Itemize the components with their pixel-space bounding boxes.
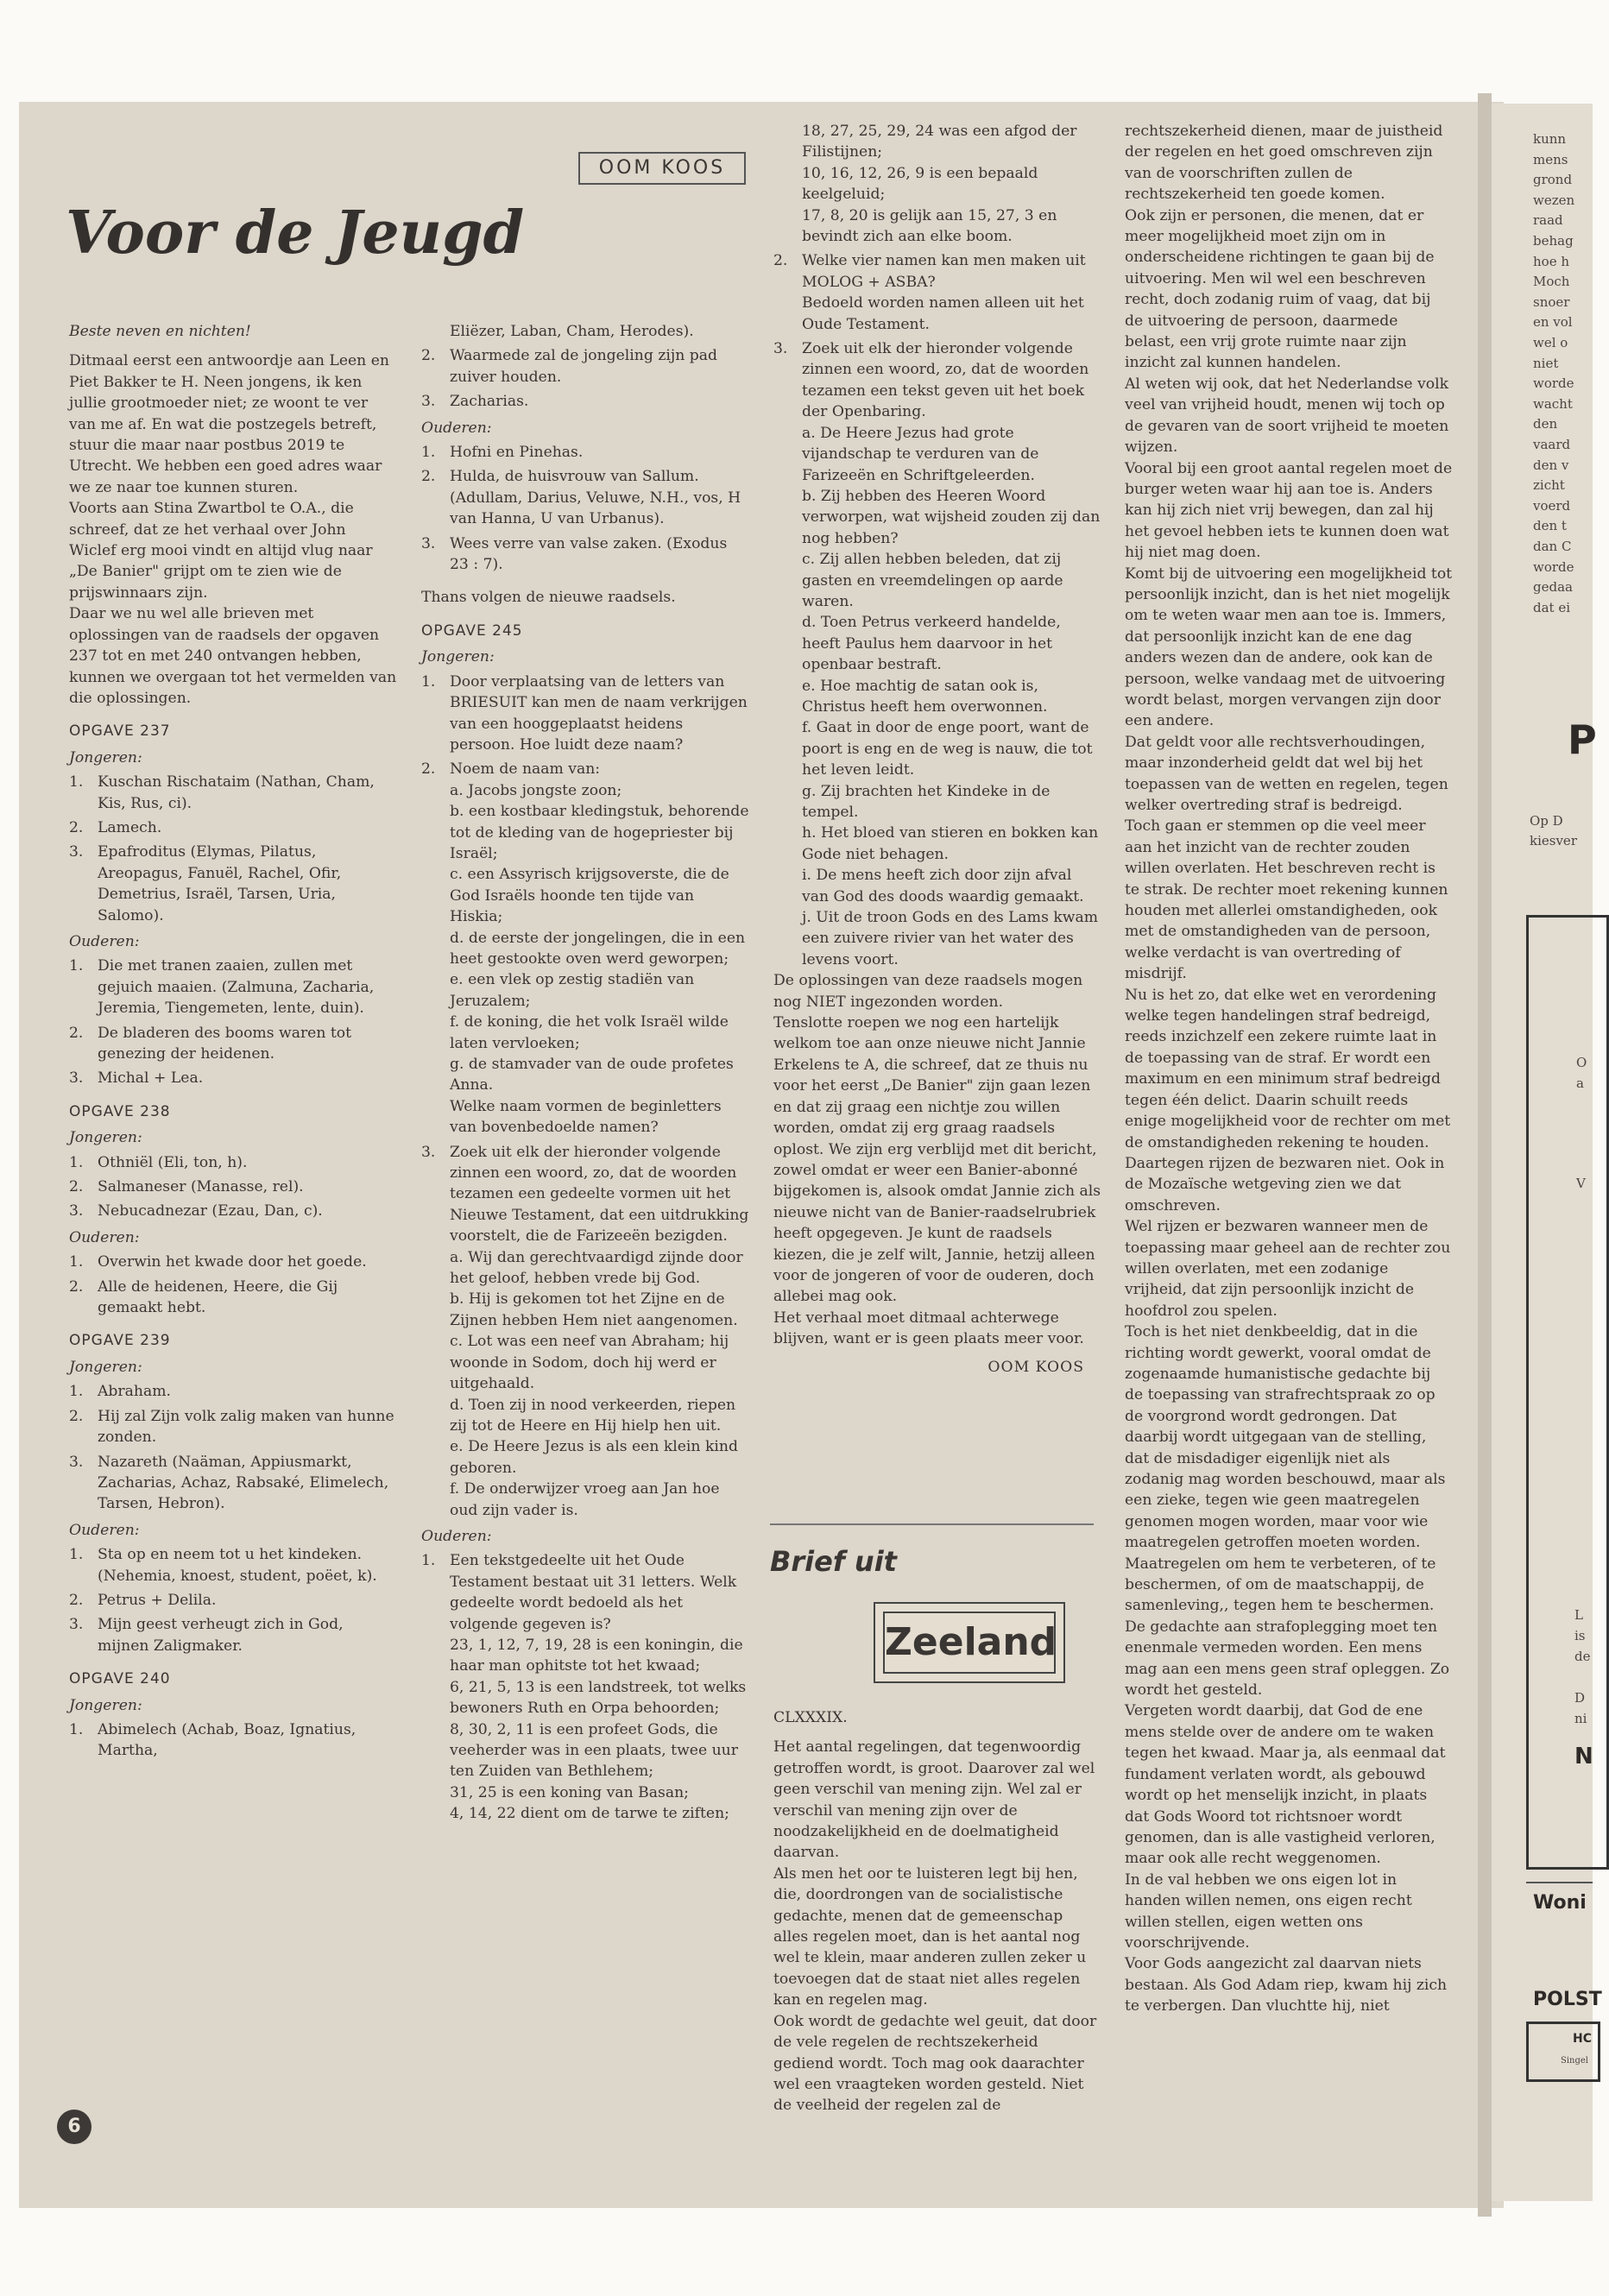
page-title: Voor de Jeugd [66,199,525,268]
column-4 [1125,121,1453,2017]
fragment-heading-p: P [1568,716,1597,763]
fragment-line: den v [1533,457,1569,473]
sub-item: 10, 16, 12, 26, 9 is een bepaald keelgeluid; [802,164,1038,204]
fragment-heading-polst: POLST [1533,1989,1602,2010]
sub-item: g. de stamvader van de oude profetes Anna. [450,1056,734,1094]
zeeland-box [874,1602,1065,1683]
paragraph: Als men het oor te luisteren legt bij hen, die, doordrongen van de socialistische gedachte, menen dat de gemeenschap alles regelen moet, dan is het aantal nog wel te klein, maar anderen zullen zeker u toevoegen dat de staat niet alles regelen kan en regelen mag. [773,1864,1087,2009]
list-item: 3. Wees verre van valse zaken. (Exodus 23 : 7). [421,534,728,574]
list-item: 2. Noem de naam van: [421,760,601,779]
paragraph: Al weten wij ook, dat het Nederlandse volk veel van vrijheid houdt, menen wij toch op de gevaren van de soort vrijheid te moeten wijzen. [1125,375,1449,457]
column-1 [69,321,397,1762]
sub-item: a. Wij dan gerechtvaardigd zijnde door het geloof, hebben vrede bij God. [450,1248,743,1288]
sub-item: e. Hoe machtig de satan ook is, Christus heeft hem overwonnen. [802,677,1048,716]
paragraph: In de val hebben we ons eigen lot in handen willen nemen, ons eigen recht willen stellen, eigen wetten ons voorschrijvende. [1125,1870,1412,1952]
subheading: Ouderen: [69,1521,140,1539]
fragment-line: worde [1533,558,1574,575]
sub-item: b. Hij is gekomen tot het Zijne en de Zijnen hebben Hem niet aangenomen. [450,1290,738,1329]
fragment-line: vaard [1533,437,1571,452]
list-item: 3. Epafroditus (Elymas, Pilatus, Areopagus, Fanuël, Rachel, Ofir, Demetrius, Israël, Tarsen, Uria, Salomo). [69,843,342,924]
list-item: 3. Michal + Lea. [69,1069,204,1088]
signature: OOM KOOS [987,1358,1084,1376]
fragment-heading-woni: Woni [1533,1892,1587,1914]
fragment-text: Op D [1530,813,1563,829]
fragment-text: a [1576,1075,1584,1091]
fragment-line: niet [1533,355,1559,371]
section-heading: OPGAVE 239 [69,1332,171,1350]
fragment-line: den t [1533,518,1567,534]
section-heading: OPGAVE 237 [69,722,171,741]
paragraph: Daar we nu wel alle brieven met oplossingen van de raadsels der opgaven 237 tot en met 240 ontvangen hebben, kunnen we overgaan tot het vermelden van die oplossingen. [69,605,397,707]
list-item: 2. Hulda, de huisvrouw van Sallum. (Adullam, Darius, Veluwe, N.H., vos, H van Hanna, U van Urbanus). [421,468,741,528]
fragment-heading-n: N [1574,1744,1593,1769]
list-item: 1. Door verplaatsing van de letters van BRIESUIT kan men de naam verkrijgen van een hooggeplaatst heidens persoon. Hoe luidt deze naam? [421,672,748,754]
paragraph: Voorts aan Stina Zwartbol te O.A., die schreef, dat ze het verhaal over John Wiclef erg mooi vindt en altijd vlug naar „De Banier" grijpt om te zien wie de prijswinnaars zijn. [69,500,373,602]
subheading: Ouderen: [69,1228,140,1246]
paragraph: Voor Gods aangezicht zal daarvan niets bestaan. Als God Adam riep, kwam hij zich te verbergen. Dan vluchtte hij, niet [1125,1955,1448,2015]
sub-item: j. Uit de troon Gods en des Lams kwam een zuivere rivier van het water des levens voort. [802,909,1099,968]
subheading: Jongeren: [421,648,495,666]
list-item: 3. Mijn geest verheugt zich in God, mijnen Zaligmaker. [69,1616,344,1655]
fragment-text: L [1574,1607,1583,1623]
continuation: Eliëzer, Laban, Cham, Herodes). [450,323,694,340]
sub-item: a. Jacobs jongste zoon; [450,781,622,799]
subheading: Ouderen: [421,419,492,437]
paragraph: Ook zijn er personen, die menen, dat er meer mogelijkheid moet zijn om in onderscheidene richtingen te gaan bij de uitvoering. Men wil wel een beschreven recht, doch zodanig ruim of vaag, dat bij de uitvoering de persoon, daarmede belast, een vrij grote ruimte naar zijn inzicht zal kunnen handelen. [1125,206,1435,372]
roman-numeral: CLXXXIX. [773,1709,848,1726]
list-item: 1. Een tekstgedeelte uit het Oude Testament bestaat uit 31 letters. Welk gedeelte wordt bedoeld als het volgende gegeven is? [421,1552,737,1633]
sub-item: c. een Assyrisch krijgsoverste, die de God Israëls hoonde ten tijde van Hiskia; [450,866,729,926]
paragraph: De oplossingen van deze raadsels mogen nog NIET ingezonden worden. [773,972,1083,1011]
column-label-box: OOM KOOS [578,152,746,185]
list-item: 1. Othniël (Eli, ton, h). [69,1153,248,1171]
subheading: Jongeren: [69,1358,142,1376]
fragment-line: wacht [1533,395,1573,412]
list-item: 1. Sta op en neem tot u het kindeken. (Nehemia, knoest, student, poëet, k). [69,1546,377,1585]
fragment-text: V [1576,1176,1586,1191]
fragment-line: mens [1533,151,1568,167]
fragment-text-hc: HC [1573,2032,1592,2046]
paragraph: De gedachte aan strafoplegging moet ten enenmale vermeden worden. Een mens mag aan een mens geen straf opleggen. Zo wordt het gesteld. [1125,1618,1450,1700]
sub-item: c. Lot was een neef van Abraham; hij woonde in Sodom, doch hij werd er uitgehaald. [450,1333,729,1393]
fragment-line: Moch [1533,274,1570,290]
sub-item: g. Zij brachten het Kindeke in de tempel. [802,782,1051,821]
fragment-line: zicht [1533,477,1565,494]
paragraph: Ook wordt de gedachte wel geuit, dat door de vele regelen de rechtszekerheid gediend wordt. Toch mag ook daarachter wel een vraagteken worden gesteld. Niet de veelheid der regelen zal de [773,2012,1097,2115]
sub-item: c. Zij allen hebben beleden, dat zij gasten en vreemdelingen op aarde waren. [802,551,1063,610]
sub-item: 8, 30, 2, 11 is een profeet Gods, die veeherder was in een plaats, twee uur ten Zuiden van Bethlehem; [450,1720,738,1781]
sub-item: d. de eerste der jongelingen, die in een heet gestookte oven werd geworpen; [450,929,746,968]
list-item: 3. Nazareth (Naäman, Appiusmarkt, Zacharias, Achaz, Rabsaké, Elimelech, Tarsen, Hebron). [69,1453,389,1513]
fragment-text: ni [1574,1711,1587,1726]
list-item: 1. Abraham. [69,1383,171,1401]
sub-item: i. De mens heeft zich door zijn afval van God des doods waardig gemaakt. [802,867,1084,905]
list-item: 2. Hij zal Zijn volk zalig maken van hunne zonden. [69,1407,394,1447]
fragment-text: kiesver [1530,833,1577,848]
sub-item: 4, 14, 22 dient om de tarwe te ziften; [450,1805,729,1823]
fragment-line: dat ei [1533,599,1571,615]
list-item: 2. Waarmede zal de jongeling zijn pad zuiver houden. [421,347,718,386]
fragment-line: kunn [1533,131,1567,147]
fragment-line: en vol [1533,314,1573,331]
list-item: 1. Hofni en Pinehas. [421,444,584,462]
subheading: Ouderen: [69,932,140,950]
fragment-text: O [1576,1055,1587,1070]
fragment-line: worde [1533,375,1574,392]
sub-item: 17, 8, 20 is gelijk aan 15, 27, 3 en bevindt zich aan elke boom. [802,206,1057,246]
subheading: Jongeren: [69,1129,142,1147]
paragraph: Het aantal regelingen, dat tegenwoordig getroffen wordt, is groot. Daarover zal wel geen verschil van mening zijn. Wel zal er verschil van mening zijn over de noodzakelijkheid en de doelmatigheid daarvan. [773,1738,1095,1862]
section-divider [770,1523,1094,1525]
sub-item: d. Toen Petrus verkeerd handelde, heeft Paulus hem daarvoor in het openbaar bestraft. [802,614,1061,674]
fragment-text: D [1574,1690,1586,1706]
paragraph: Vooral bij een groot aantal regelen moet de burger weten waar hij aan toe is. Anders kan hij zich niet vrij bewegen, dan zal hij het gevoel hebben iets te kunnen doen wat hij niet mag doen. [1125,459,1453,562]
fragment-line: den [1533,416,1558,432]
paragraph: Dat geldt voor alle rechtsverhoudingen, maar inzonderheid geldt dat wel bij het toepassen van de wetten en regelen, tegen welker overtreding straf is bedreigd. [1125,733,1448,814]
fragment-rule [1526,1882,1593,1883]
list-item: 1. Die met tranen zaaien, zullen met gejuich maaien. (Zalmuna, Zacharia, Jeremia, Tiengemeten, lente, duin). [69,957,375,1018]
fragment-line: voerd [1533,497,1571,514]
sub-item: 23, 1, 12, 7, 19, 28 is een koningin, die haar man ophitste tot het kwaad; [450,1636,743,1675]
page-fold [1478,93,1492,2217]
sub-item: h. Het bloed van stieren en bokken kan Gode niet behagen. [802,824,1099,863]
subheading: Jongeren: [69,1696,142,1714]
fragment-line: behag [1533,233,1574,249]
paragraph: Komt bij de uitvoering een mogelijkheid tot persoonlijk inzicht, dan is het niet mogelijk om te weten waar men aan toe is. Immers, dat persoonlijk inzicht kan de ene dag anders wezen dan de andere, ook kan de persoon, welke vandaag met de uitvoering wordt belast, morgen vervangen zijn door een andere. [1125,565,1453,730]
paragraph: Wel rijzen er bezwaren wanneer men de toepassing maar geheel aan de rechter zou willen overlaten, met een zodanige vrijheid, dat zijn persoonlijk inzicht de hoofdrol zou spelen. [1125,1218,1451,1320]
list-item: 2. Alle de heidenen, Heere, die Gij gemaakt hebt. [69,1277,338,1317]
brief-heading: Brief uit [770,1545,897,1578]
fragment-text: Singel [1561,2056,1589,2066]
fragment-line: gedaa [1533,579,1573,596]
paragraph: Toch gaan er stemmen op die veel meer aan het inzicht van de rechter zouden willen overlaten. Het beschreven recht is te strak. De rechter moet rekening kunnen houden met allerlei omstandigheden, ook met de omstandigheden van de persoon, welke verdacht is van overtreding of misdrijf. [1125,817,1448,983]
column-2 [421,321,749,1825]
list-item: 2. De bladeren des booms waren tot genezing der heidenen. [69,1024,352,1063]
page-number: 6 [57,2110,91,2144]
sub-item: Bedoeld worden namen alleen uit het Oude Testament. [802,294,1084,333]
fragment-line: wezen [1533,192,1575,208]
paragraph: Ditmaal eerst een antwoordje aan Leen en Piet Bakker te H. Neen jongens, ik ken jullie grootmoeder niet; ze woont te ver van me af. En wat die postzegels betreft, stuur die maar naar postbus 2019 te Utrecht. We hebben een goed adres waar we ze naar toe kunnen sturen. [69,352,389,496]
list-item: 1. Abimelech (Achab, Boaz, Ignatius, Martha, [69,1720,357,1760]
fragment-line: dan C [1533,539,1572,554]
section-heading: OPGAVE 240 [69,1670,171,1688]
sub-item: d. Toen zij in nood verkeerden, riepen zij tot de Heere en Hij hielp hen uit. [450,1396,736,1435]
list-item: 3. Zoek uit elk der hieronder volgende zinnen een woord, zo, dat de woorden tezamen een tekst geven uit het boek der Openbaring. [773,340,1089,421]
list-item: 3. Zacharias. [421,393,529,411]
column-3 [773,121,1101,1378]
sub-item: e. een vlek op zestig stadiën van Jeruzalem; [450,971,695,1010]
column-3-bottom [773,1707,1101,2116]
list-item: 2. Lamech. [69,818,162,836]
list-item: 1. Kuschan Rischataim (Nathan, Cham, Kis, Rus, ci). [69,773,375,812]
list-item: 2. Petrus + Delila. [69,1591,217,1609]
paragraph: Nu is het zo, dat elke wet en verordening welke tegen handelingen straf bedreigd, reeds inzichzelf een zekere ruimte laat in de toepassing van de straf. Er wordt een maximum en een minimum straf bedreigd tegen één delict. Daarin schuilt reeds enige mogelijkheid voor de rechter om met de omstandigheden rekening te houden. Daartegen rijzen de bezwaren niet. Ook in de Mozaïsche wetgeving zien we dat omschreven. [1125,986,1451,1214]
fragment-text: is [1574,1628,1586,1643]
paragraph: Thans volgen de nieuwe raadsels. [421,589,676,607]
fragment-line: grond [1533,172,1573,188]
sub-item: e. De Heere Jezus is als een klein kind geboren. [450,1438,738,1477]
paragraph: Het verhaal moet ditmaal achterwege blijven, want er is geen plaats meer voor. [773,1309,1084,1348]
sub-item: f. De onderwijzer vroeg aan Jan hoe oud zijn vader is. [450,1480,720,1519]
sub-item: f. Gaat in door de enge poort, want de poort is eng en de weg is nauw, die tot het leven leidt. [802,719,1093,779]
list-item: 2. Salmaneser (Manasse, rel). [69,1178,304,1196]
zeeland-label: Zeeland [883,1612,1056,1674]
fragment-line: wel o [1533,335,1568,350]
sub-item: b. Zij hebben des Heeren Woord verworpen, wat wijsheid zouden zij dan nog hebben? [802,487,1101,547]
fragment-line: raad [1533,212,1563,229]
paragraph: rechtszekerheid dienen, maar de juistheid der regelen en het goed omschreven zijn van de voorschriften zullen de rechtszekerheid ten goede komen. [1125,123,1443,204]
list-item: 3. Nebucadnezar (Ezau, Dan, c). [69,1202,323,1221]
greeting: Beste neven en nichten! [69,323,251,340]
fragment-line: hoe h [1533,253,1569,269]
sub-item: a. De Heere Jezus had grote vijandschap te verduren van de Farizeeën en Schriftgeleerden. [802,424,1039,484]
fragment-line: snoer [1533,293,1570,310]
fragment-ad-box [1526,915,1609,1870]
list-item: 2. Welke vier namen kan men maken uit [773,252,1086,270]
sub-item: b. een kostbaar kledingstuk, behorende tot de kleding van de hogepriester bij Israël; [450,803,749,862]
section-heading: OPGAVE 238 [69,1102,171,1120]
subheading: Ouderen: [421,1527,492,1545]
paragraph: Tenslotte roepen we nog een hartelijk welkom toe aan onze nieuwe nicht Jannie Erkelens te A, die schreef, dat ze thuis nu voor het eerst „De Banier" zijn gaan lezen en dat zij graag een nichtje zou willen worden, omdat zij erg graag raadsels oplost. We zijn erg verblijd met dit bericht, zowel omdat er weer een Banier-abonné bijgekomen is, alsook omdat Jannie zich als nieuwe nicht van de Banier-raadselrubriek heeft opgegeven. Je kunt de raadsels kiezen, die je zelf wilt, Jannie, hetzij alleen voor de jongeren of voor de ouderen, doch allebei mag ook. [773,1014,1101,1306]
subheading: Jongeren: [69,748,142,766]
list-item: 3. Zoek uit elk der hieronder volgende zinnen een woord, zo, dat de woorden tezamen een gedeelte vormen uit het Nieuwe Testament, dat een uitdrukking voorstelt, die de Farizeeën bezigden. [421,1143,749,1246]
paragraph: Toch is het niet denkbeeldig, dat in die richting wordt gewerkt, vooral omdat de zogenaamde humanistische gedachte bij de toepassing van strafrechtspraak zo op de voorgrond wordt gedrongen. Dat daarbij wordt uitgegaan van de stelling, dat de misdadiger eigenlijk niet als zodanig mag worden beschouwd, maar als een zieke, tegen wie geen maatregelen genomen mogen worden, maar voor wie maatregelen getroffen moeten worden. Maatregelen om hem te verbeteren, of te beschermen, of om de maatschappij, de samenleving,, tegen hem te beschermen. [1125,1323,1446,1615]
adjacent-page-fragment [1492,104,1602,2201]
list-item: 1. Overwin het kwade door het goede. [69,1253,367,1271]
paragraph: Vergeten wordt daarbij, dat God de ene mens stelde over de andere om te waken tegen het kwaad. Maar ja, als eenmaal dat fundament verlaten wordt, als gebouwd wordt op het menselijk inzicht, in plaats dat Gods Woord tot richtsnoer wordt genomen, dan is alle vastigheid verloren, maar ook alle recht weggenomen. [1125,1702,1446,1868]
sub-item: Welke naam vormen de beginletters van bovenbedoelde namen? [450,1097,722,1137]
sub-item: 18, 27, 25, 29, 24 was een afgod der Filistijnen; [802,123,1077,161]
sub-item: 6, 21, 5, 13 is een landstreek, tot welks bewoners Ruth en Orpa behoorden; [450,1678,747,1718]
sub-item: f. de koning, die het volk Israël wilde laten vervloeken; [450,1013,729,1052]
sub-item: MOLOG + ASBA? [802,273,936,291]
section-heading: OPGAVE 245 [421,621,523,640]
fragment-text: de [1574,1649,1591,1664]
sub-item: 31, 25 is een koning van Basan; [450,1783,689,1801]
